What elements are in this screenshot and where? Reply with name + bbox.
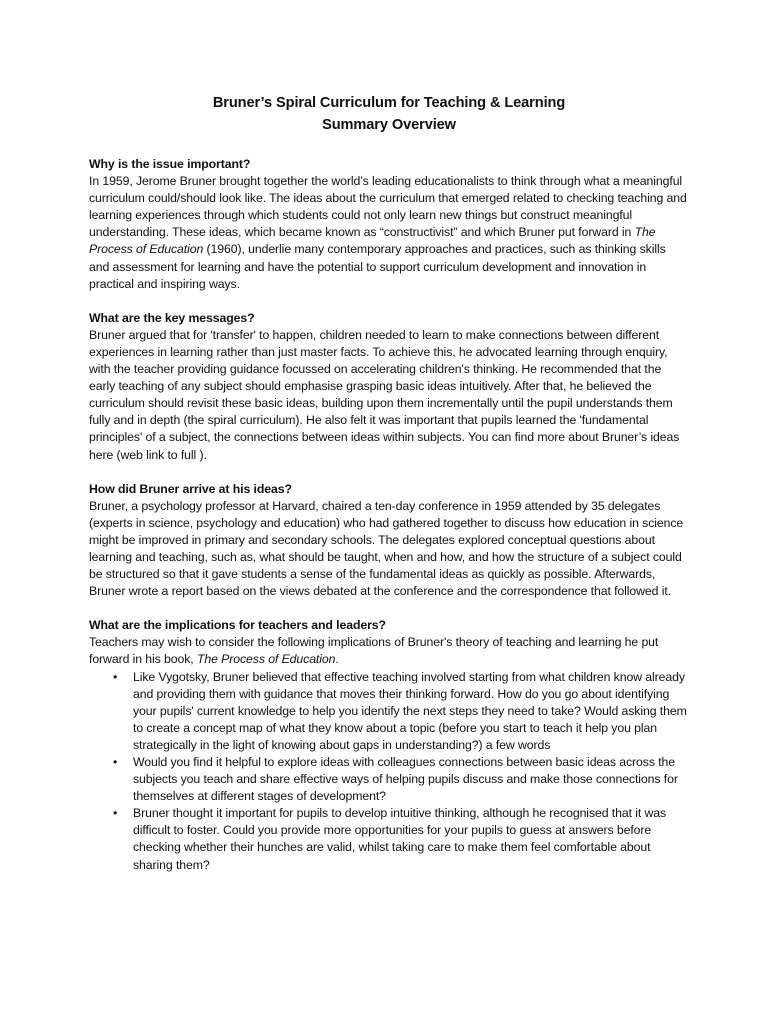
section-paragraph xyxy=(89,173,689,293)
document-title xyxy=(89,92,689,136)
section-implications xyxy=(89,617,689,873)
title-line-1: Bruner’s Spiral Curriculum for Teaching & Learning xyxy=(212,95,566,111)
paragraph-text: Teachers may wish to consider the following implications of Bruner's theory of teaching and learning he put forward in his book, xyxy=(89,635,659,667)
section-paragraph: Bruner, a psychology professor at Harvard, chaired a ten-day conference in 1959 attended by 35 delegates (experts in science, psychology and education) who had gathered together to discuss how education in science might be improved in primary and secondary schools. The delegates explored conceptual questions about learning and teaching, such as, what should be taught, when and how, and how the structure of a subject could be structured so that it gave students a sense of the fundamental ideas as quickly as possible. Afterwards, Bruner wrote a report based on the views debated at the conference and the correspondence that followed it. xyxy=(89,498,684,599)
section-heading: How did Bruner arrive at his ideas? xyxy=(89,481,292,496)
implications-list xyxy=(89,669,689,874)
bullet-icon: • xyxy=(113,755,118,769)
section-paragraph xyxy=(89,634,689,668)
section-key-messages xyxy=(89,310,689,464)
list-item xyxy=(113,669,689,754)
document-page xyxy=(89,92,689,891)
bullet-icon: • xyxy=(113,669,118,684)
list-item-text: Like Vygotsky, Bruner believed that effective teaching involved starting from what children know already and providing them with guidance that moves their thinking forward. How do you go about identifying your pupils' current knowledge to help you identify the next steps they need to take? Would asking them to create a concept map of what they know about a topic (before you start to teach it help you plan strategically in the light of knowing about gaps in understanding?) a few words xyxy=(133,669,687,752)
paragraph-text: (1960), underlie many contemporary approaches and practices, such as thinking skills and assessment for learning and have the potential to support curriculum development and innovation in practical and inspiring ways. xyxy=(89,242,666,291)
list-item-text: Bruner thought it important for pupils to develop intuitive thinking, although he recognised that it was difficult to foster. Could you provide more opportunities for your pupils to guess at answers before checking whether their hunches are valid, whilst taking care to make them feel comfortable about sharing them? xyxy=(133,806,667,872)
paragraph-text: . xyxy=(335,652,339,667)
paragraph-text: In 1959, Jerome Bruner brought together the world’s leading educationalists to think through what a meaningful curriculum could/should look like. The ideas about the curriculum that emerged related to checking teaching and learning experiences through which students could not only learn new things but construct meaningful understanding. These ideas, which became known as “constructivist” and which Bruner put forward in xyxy=(89,174,687,240)
list-item xyxy=(113,754,689,805)
section-paragraph: Bruner argued that for 'transfer' to happen, children needed to learn to make connections between different experiences in learning rather than just master facts. To achieve this, he advocated learning through enquiry, with the teacher providing guidance focussed on accelerating children's thinking. He recommended that the early teaching of any subject should emphasise grasping basic ideas intuitively. After that, he believed the curriculum should revisit these basic ideas, building upon them incrementally until the pupil understands them fully and in depth (the spiral curriculum). He also felt it was important that pupils learned the 'fundamental principles' of a subject, the connections between ideas within subjects. You can find more about Bruner’s ideas here (web link to full ). xyxy=(89,327,680,462)
section-heading: What are the implications for teachers and leaders? xyxy=(89,618,386,633)
list-item xyxy=(113,805,689,873)
section-heading: What are the key messages? xyxy=(89,310,255,325)
section-heading: Why is the issue important? xyxy=(89,157,251,171)
title-line-2: Summary Overview xyxy=(322,117,456,133)
section-how-bruner-arrived xyxy=(89,481,689,601)
book-title: The Process of Education xyxy=(196,652,336,667)
bullet-icon: • xyxy=(113,806,118,821)
list-item-text: Would you find it helpful to explore ideas with colleagues connections between basic ideas across the subjects you teach and share effective ways of helping pupils discuss and make those connections for themselves at different stages of development? xyxy=(133,755,678,804)
book-title: The Process of Education xyxy=(89,225,656,257)
section-why-important xyxy=(89,156,689,293)
